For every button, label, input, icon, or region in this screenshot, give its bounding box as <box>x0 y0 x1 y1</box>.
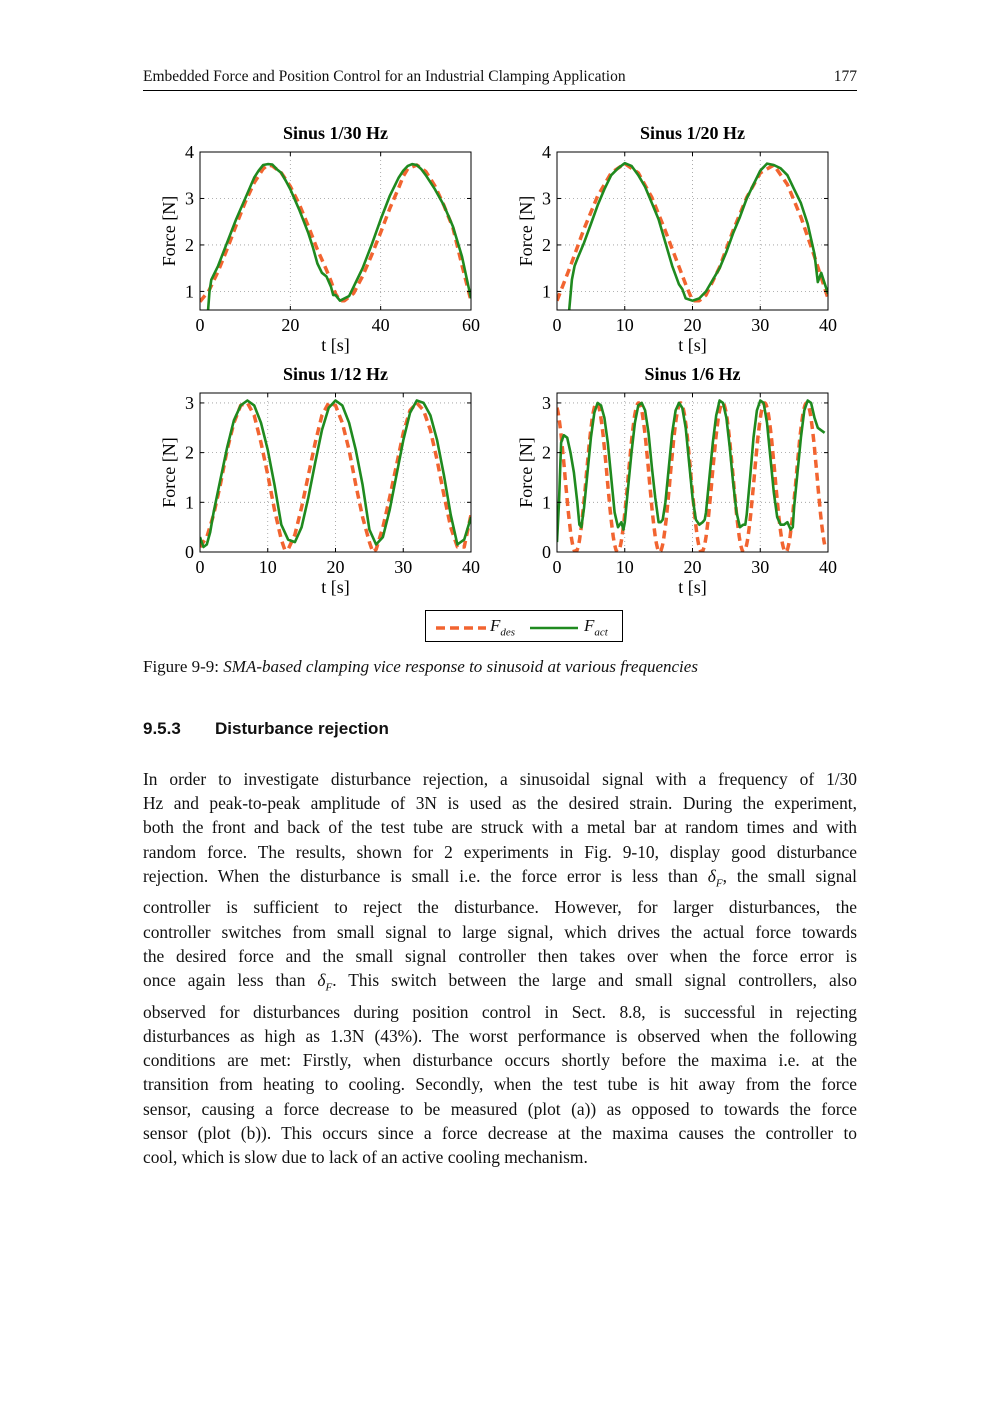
x-tick-label: 60 <box>462 315 480 335</box>
y-tick-label: 3 <box>185 188 194 209</box>
y-tick-label: 1 <box>542 492 551 513</box>
x-tick-label: 20 <box>281 315 300 335</box>
series-line-f-des <box>200 165 471 302</box>
body-line: disturbances as high as 1.3N (43%). The worst performance is observed when the following <box>143 1025 857 1046</box>
caption-text: SMA-based clamping vice response to sinusoid at various frequencies <box>223 657 698 676</box>
y-tick-label: 0 <box>542 542 551 562</box>
y-tick-label: 2 <box>185 442 194 463</box>
y-axis-label: Force [N] <box>159 195 179 267</box>
body-line: sensor, causing a force decrease to be measured (plot (a)) as opposed to towards the force <box>143 1098 857 1119</box>
section-heading <box>143 719 389 739</box>
y-axis-label: Force [N] <box>516 437 536 508</box>
x-axis-label: t [s] <box>321 577 350 597</box>
x-tick-label: 40 <box>819 557 837 577</box>
body-line: In order to investigate disturbance rejection, a sinusoidal signal with a frequency of 1/30 <box>143 769 857 789</box>
y-tick-label: 0 <box>185 542 194 562</box>
figure-9-9-charts <box>0 0 1000 660</box>
body-line: cool, which is slow due to lack of an active cooling mechanism. <box>143 1146 588 1167</box>
y-tick-label: 2 <box>185 234 194 255</box>
body-line: controller is sufficient to reject the disturbance. However, for larger disturbances, the <box>143 897 857 918</box>
x-tick-label: 10 <box>615 557 634 577</box>
x-tick-label: 30 <box>751 557 770 577</box>
y-tick-label: 4 <box>185 142 194 162</box>
x-tick-label: 20 <box>683 315 702 335</box>
running-title: Embedded Force and Position Control for an Industrial Clamping Application <box>143 68 626 85</box>
y-tick-label: 3 <box>542 188 551 209</box>
body-line: transition from heating to cooling. Secondly, when the test tube is hit away from the force <box>143 1074 857 1095</box>
x-tick-label: 0 <box>552 557 562 577</box>
body-line: random force. The results, shown for 2 experiments in Fig. 9-10, display good disturbance <box>143 841 857 862</box>
caption-label: Figure 9-9: <box>143 657 220 676</box>
x-tick-label: 20 <box>683 557 702 577</box>
body-line: conditions are met: Firstly, when disturbance occurs shortly before the maxima i.e. at the <box>143 1050 857 1071</box>
body-line: the desired force and the small signal controller then takes over when the force error is <box>143 945 857 966</box>
series-line-f-act <box>208 164 471 310</box>
x-tick-label: 20 <box>326 557 345 577</box>
plot-frame <box>200 152 471 310</box>
x-axis-label: t [s] <box>321 335 350 355</box>
section-number: 9.5.3 <box>143 719 181 738</box>
plot-frame <box>557 393 828 552</box>
chart-title: Sinus 1/30 Hz <box>282 123 389 143</box>
page-number: 177 <box>833 68 857 85</box>
chart-1 <box>159 123 480 355</box>
x-axis-label: t [s] <box>678 335 707 355</box>
y-tick-label: 3 <box>185 392 194 413</box>
y-axis-label: Force [N] <box>159 437 179 508</box>
y-axis-label: Force [N] <box>516 195 536 267</box>
x-tick-label: 40 <box>819 315 837 335</box>
chart-3 <box>159 364 480 597</box>
x-tick-label: 10 <box>615 315 634 335</box>
legend-label-act: $F_{act}$ <box>584 616 608 639</box>
series-line-f-act <box>557 401 825 543</box>
x-tick-label: 40 <box>462 557 480 577</box>
x-axis-label: t [s] <box>678 577 707 597</box>
body-line: Hz and peak-to-peak amplitude of 3N is used as the desired strain. During the experiment, <box>143 793 857 814</box>
body-line: sensor (plot (b)). This occurs since a force decrease at the maxima causes the controller to <box>143 1122 857 1143</box>
chart-2 <box>516 123 837 355</box>
y-tick-label: 3 <box>542 392 551 413</box>
chart-legend <box>425 610 623 642</box>
y-tick-label: 2 <box>542 234 551 255</box>
body-paragraph <box>143 767 857 1169</box>
chart-title: Sinus 1/6 Hz <box>644 364 741 384</box>
chart-title: Sinus 1/20 Hz <box>639 123 746 143</box>
x-tick-label: 0 <box>195 557 205 577</box>
x-tick-label: 40 <box>371 315 390 335</box>
y-tick-label: 4 <box>542 142 551 162</box>
y-tick-label: 1 <box>185 281 194 302</box>
x-tick-label: 10 <box>258 557 277 577</box>
body-line: controller switches from small signal to large signal, which drives the actual force towards <box>143 921 857 942</box>
x-tick-label: 30 <box>751 315 770 335</box>
y-tick-label: 1 <box>185 492 194 513</box>
body-line: observed for disturbances during position control in Sect. 8.8, is successful in rejecting <box>143 1001 857 1022</box>
figure-caption <box>143 657 857 677</box>
legend-label-des: $F_{des}$ <box>490 616 516 639</box>
y-tick-label: 2 <box>542 442 551 463</box>
body-line: both the front and back of the test tube are struck with a metal bar at random times and with <box>143 817 857 838</box>
chart-title: Sinus 1/12 Hz <box>282 364 389 384</box>
y-tick-label: 1 <box>542 281 551 302</box>
body-line: rejection. When the disturbance is small i.e. the force error is less than $\delta_F$, the small signal <box>143 865 857 890</box>
x-tick-label: 30 <box>394 557 413 577</box>
section-title: Disturbance rejection <box>215 719 389 738</box>
x-tick-label: 0 <box>195 315 205 335</box>
x-tick-label: 0 <box>552 315 562 335</box>
body-line: once again less than $\delta_F$. This switch between the large and small signal controllers, also <box>143 970 857 994</box>
chart-4 <box>516 364 837 597</box>
